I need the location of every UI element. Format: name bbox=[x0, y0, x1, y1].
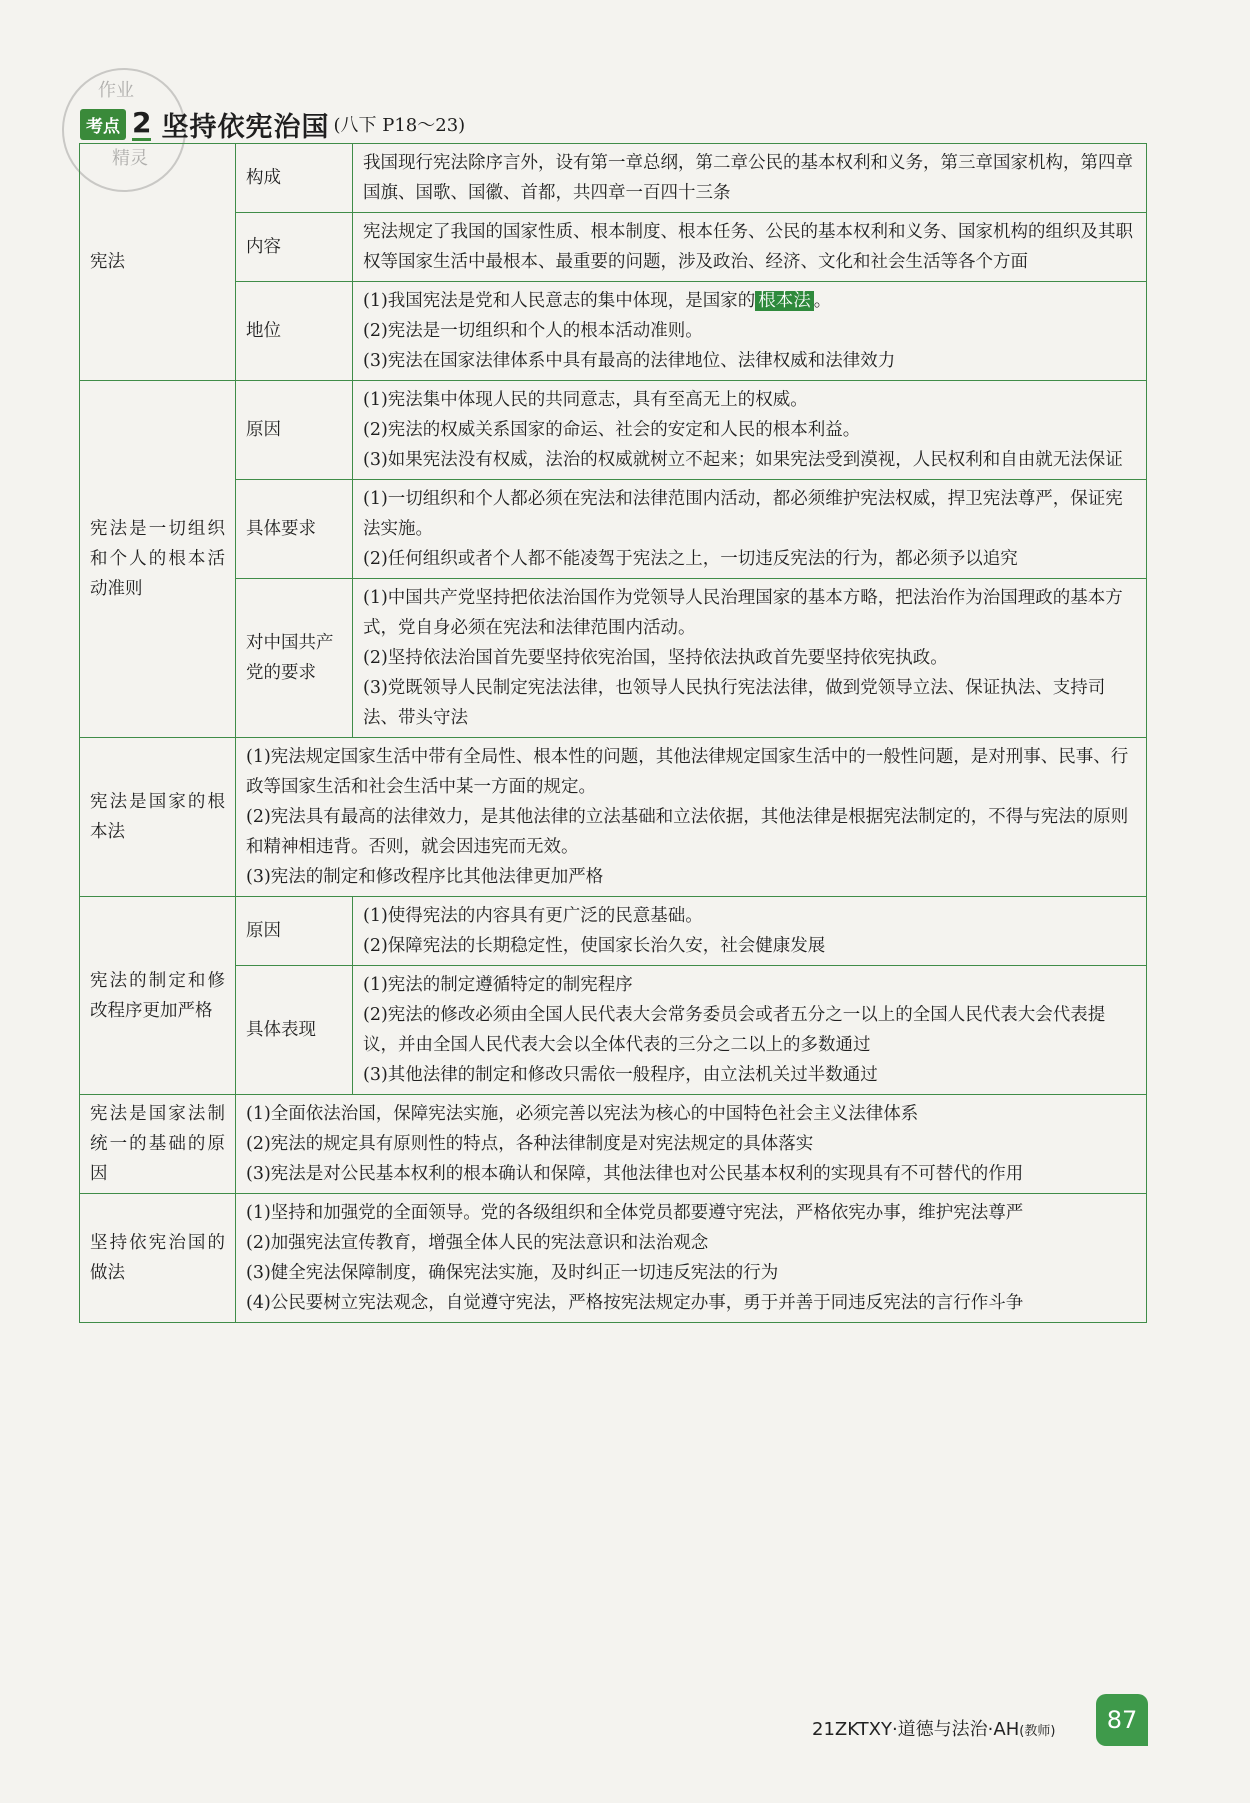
text-line: (3)健全宪法保障制度，确保宪法实施，及时纠正一切违反宪法的行为 bbox=[246, 1263, 779, 1283]
text-line: (1)宪法的制定遵循特定的制宪程序 bbox=[363, 975, 633, 995]
text-line: (3)宪法是对公民基本权利的根本确认和保障，其他法律也对公民基本权利的实现具有不可替代的作用 bbox=[246, 1164, 1024, 1184]
cell-content bbox=[236, 1194, 1147, 1323]
text-line: (2)任何组织或者个人都不能凌驾于宪法之上，一切违反宪法的行为，都必须予以追究 bbox=[363, 549, 1018, 569]
text-line: 宪法规定了我国的国家性质、根本制度、根本任务、公民的基本权利和义务、国家机构的组织及其职权等国家生活中最根本、最重要的问题，涉及政治、经济、文化和社会生活等各个方面 bbox=[363, 222, 1133, 272]
cell-content bbox=[353, 282, 1147, 381]
text-line: (3)党既领导人民制定宪法法律，也领导人民执行宪法法律，做到党领导立法、保证执法、支持司法、带头守法 bbox=[363, 678, 1106, 728]
row-label: 宪法是国家的根本法 bbox=[80, 738, 236, 897]
text-line: (2)宪法的规定具有原则性的特点，各种法律制度是对宪法规定的具体落实 bbox=[246, 1134, 814, 1154]
sub-label: 具体要求 bbox=[236, 480, 353, 579]
text-line: (1)坚持和加强党的全面领导。党的各级组织和全体党员都要遵守宪法，严格依宪办事，维护宪法尊严 bbox=[246, 1203, 1024, 1223]
page-title: 坚持依宪治国 bbox=[161, 111, 330, 143]
text-line: (4)公民要树立宪法观念，自觉遵守宪法，严格按宪法规定办事，勇于并善于同违反宪法的言行作斗争 bbox=[246, 1293, 1024, 1313]
text-line: (2)宪法的权威关系国家的命运、社会的安定和人民的根本利益。 bbox=[363, 420, 861, 440]
sub-label: 原因 bbox=[236, 381, 353, 480]
row-label: 坚持依宪治国的做法 bbox=[80, 1194, 236, 1323]
table-row bbox=[80, 213, 1147, 282]
text-fragment: 。 bbox=[813, 291, 832, 311]
stamp-top-text: 作业 bbox=[98, 80, 134, 101]
text-line: (1)全面依法治国，保障宪法实施，必须完善以宪法为核心的中国特色社会主义法律体系 bbox=[246, 1104, 919, 1124]
text-line: (1)宪法集中体现人民的共同意志，具有至高无上的权威。 bbox=[363, 390, 808, 410]
table-row bbox=[80, 381, 1147, 480]
sub-label: 地位 bbox=[236, 282, 353, 381]
text-line: (1)宪法规定国家生活中带有全局性、根本性的问题，其他法律规定国家生活中的一般性问题，是对刑事、民事、行政等国家生活和社会生活中某一方面的规定。 bbox=[246, 747, 1129, 797]
row-label: 宪法的制定和修改程序更加严格 bbox=[80, 897, 236, 1095]
table-row bbox=[80, 480, 1147, 579]
sub-label: 具体表现 bbox=[236, 966, 353, 1095]
table-row bbox=[80, 1194, 1147, 1323]
text-line: (3)如果宪法没有权威，法治的权威就树立不起来；如果宪法受到漠视，人民权利和自由就无法保证 bbox=[363, 450, 1123, 470]
highlight-keyword: 根本法 bbox=[755, 291, 814, 311]
cell-content bbox=[353, 480, 1147, 579]
row-label: 宪法是一切组织和个人的根本活动准则 bbox=[80, 381, 236, 738]
text-line: (3)宪法的制定和修改程序比其他法律更加严格 bbox=[246, 867, 604, 887]
table-row bbox=[80, 579, 1147, 738]
page-reference: (八下 P18～23) bbox=[333, 115, 466, 136]
text-line: (2)坚持依法治国首先要坚持依宪治国，坚持依法执政首先要坚持依宪执政。 bbox=[363, 648, 948, 668]
row-label: 宪法 bbox=[80, 144, 236, 381]
text-line: (2)宪法具有最高的法律效力，是其他法律的立法基础和立法依据，其他法律是根据宪法制定的，不得与宪法的原则和精神相违背。否则，就会因违宪而无效。 bbox=[246, 807, 1129, 857]
table-row bbox=[80, 738, 1147, 897]
text-line: (2)加强宪法宣传教育，增强全体人民的宪法意识和法治观念 bbox=[246, 1233, 709, 1253]
cell-content bbox=[353, 966, 1147, 1095]
cell-content bbox=[236, 738, 1147, 897]
sub-label: 对中国共产党的要求 bbox=[236, 579, 353, 738]
knowledge-table bbox=[79, 143, 1147, 1323]
table-row bbox=[80, 144, 1147, 213]
section-header bbox=[80, 104, 465, 144]
text-line: 我国现行宪法除序言外，设有第一章总纲，第二章公民的基本权利和义务，第三章国家机构，第四章国旗、国歌、国徽、首都，共四章一百四十三条 bbox=[363, 153, 1133, 203]
cell-content bbox=[236, 1095, 1147, 1194]
page-number: 87 bbox=[1096, 1694, 1148, 1746]
text-line: (3)其他法律的制定和修改只需依一般程序，由立法机关过半数通过 bbox=[363, 1065, 878, 1085]
text-line: (2)保障宪法的长期稳定性，使国家长治久安，社会健康发展 bbox=[363, 936, 826, 956]
text-line: (3)宪法在国家法律体系中具有最高的法律地位、法律权威和法律效力 bbox=[363, 351, 896, 371]
text-line bbox=[363, 286, 1136, 316]
row-label: 宪法是国家法制统一的基础的原因 bbox=[80, 1095, 236, 1194]
topic-tag: 考点 bbox=[80, 109, 126, 140]
book-code bbox=[812, 1715, 1055, 1741]
table-row bbox=[80, 966, 1147, 1095]
topic-number: 2 bbox=[132, 105, 152, 139]
table-row bbox=[80, 897, 1147, 966]
text-line: (2)宪法是一切组织和个人的根本活动准则。 bbox=[363, 321, 703, 341]
text-line: (2)宪法的修改必须由全国人民代表大会常务委员会或者五分之一以上的全国人民代表大会代表提议，并由全国人民代表大会以全体代表的三分之二以上的多数通过 bbox=[363, 1005, 1106, 1055]
cell-content bbox=[353, 897, 1147, 966]
sub-label: 内容 bbox=[236, 213, 353, 282]
text-fragment: (1)我国宪法是党和人民意志的集中体现，是国家的 bbox=[363, 291, 756, 311]
cell-content bbox=[353, 381, 1147, 480]
book-code-text: 21ZKTXY·道德与法治·AH bbox=[812, 1719, 1020, 1740]
stamp-bottom-text: 精灵 bbox=[112, 148, 148, 169]
book-code-suffix: (教师) bbox=[1019, 1724, 1056, 1739]
cell-content bbox=[353, 579, 1147, 738]
text-line: (1)一切组织和个人都必须在宪法和法律范围内活动，都必须维护宪法权威，捍卫宪法尊严，保证宪法实施。 bbox=[363, 489, 1123, 539]
sub-label: 原因 bbox=[236, 897, 353, 966]
cell-content bbox=[353, 213, 1147, 282]
sub-label: 构成 bbox=[236, 144, 353, 213]
table-row bbox=[80, 1095, 1147, 1194]
cell-content bbox=[353, 144, 1147, 213]
text-line: (1)中国共产党坚持把依法治国作为党领导人民治理国家的基本方略，把法治作为治国理政的基本方式，党自身必须在宪法和法律范围内活动。 bbox=[363, 588, 1123, 638]
table-row bbox=[80, 282, 1147, 381]
text-line: (1)使得宪法的内容具有更广泛的民意基础。 bbox=[363, 906, 703, 926]
